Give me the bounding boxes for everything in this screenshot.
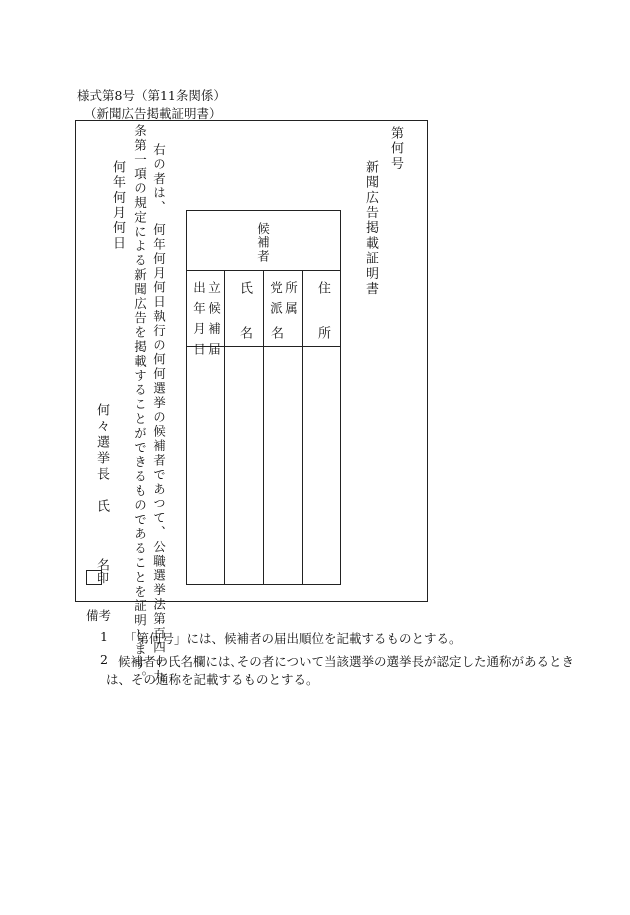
remark-2-text: 候補者の氏名欄には､その者について当該選挙の選挙長が認定した通称があるとき xyxy=(118,654,575,669)
certificate-title: 新聞広告掲載証明書 xyxy=(363,160,378,297)
body-text-line1: 右の者は、 何年何月何日執行の何何選挙の候補者であつて、公職選挙法第百四十九 xyxy=(151,143,167,684)
seal-label: 印 xyxy=(97,571,110,585)
issue-date: 何年何月何日 xyxy=(110,160,125,252)
column-address-top: 住 xyxy=(315,281,330,297)
remark-1-text: 「第何号」には、候補者の届出順位を記載するものとする。 xyxy=(124,631,462,646)
remark-1-number: 1 xyxy=(100,629,108,644)
form-title: （新聞広告掲載証明書） xyxy=(84,106,222,121)
column-name-top: 氏 xyxy=(237,281,252,297)
remarks-heading: 備考 xyxy=(86,608,112,623)
table-column-divider xyxy=(263,270,264,585)
remark-2-number: 2 xyxy=(100,652,108,667)
column-filing-right: 立候補届 xyxy=(206,281,222,363)
candidate-table xyxy=(186,210,341,585)
table-column-divider xyxy=(302,270,303,585)
body-text-line2: 条第一項の規定による新聞広告を掲載することができるものであることを証明します。 xyxy=(132,124,148,686)
certificate-number: 第何号 xyxy=(388,126,403,172)
column-name-bottom: 名 xyxy=(237,326,252,342)
column-address-bottom: 所 xyxy=(315,326,330,342)
column-party-right: 所属 xyxy=(283,281,299,322)
signer-title: 何々選挙長 氏 xyxy=(94,403,109,515)
column-party-bottom: 名 xyxy=(268,326,283,342)
column-party-left: 党派 xyxy=(268,281,284,322)
table-column-divider xyxy=(224,270,225,585)
form-number: 様式第8号（第11条関係） xyxy=(77,88,226,103)
column-filing-left: 出年月日 xyxy=(191,281,207,363)
signer-name-label: 名 xyxy=(94,558,109,574)
remark-2-continuation: は、その通称を記載するものとする。 xyxy=(106,672,319,687)
candidate-header: 候補者 xyxy=(255,222,271,264)
